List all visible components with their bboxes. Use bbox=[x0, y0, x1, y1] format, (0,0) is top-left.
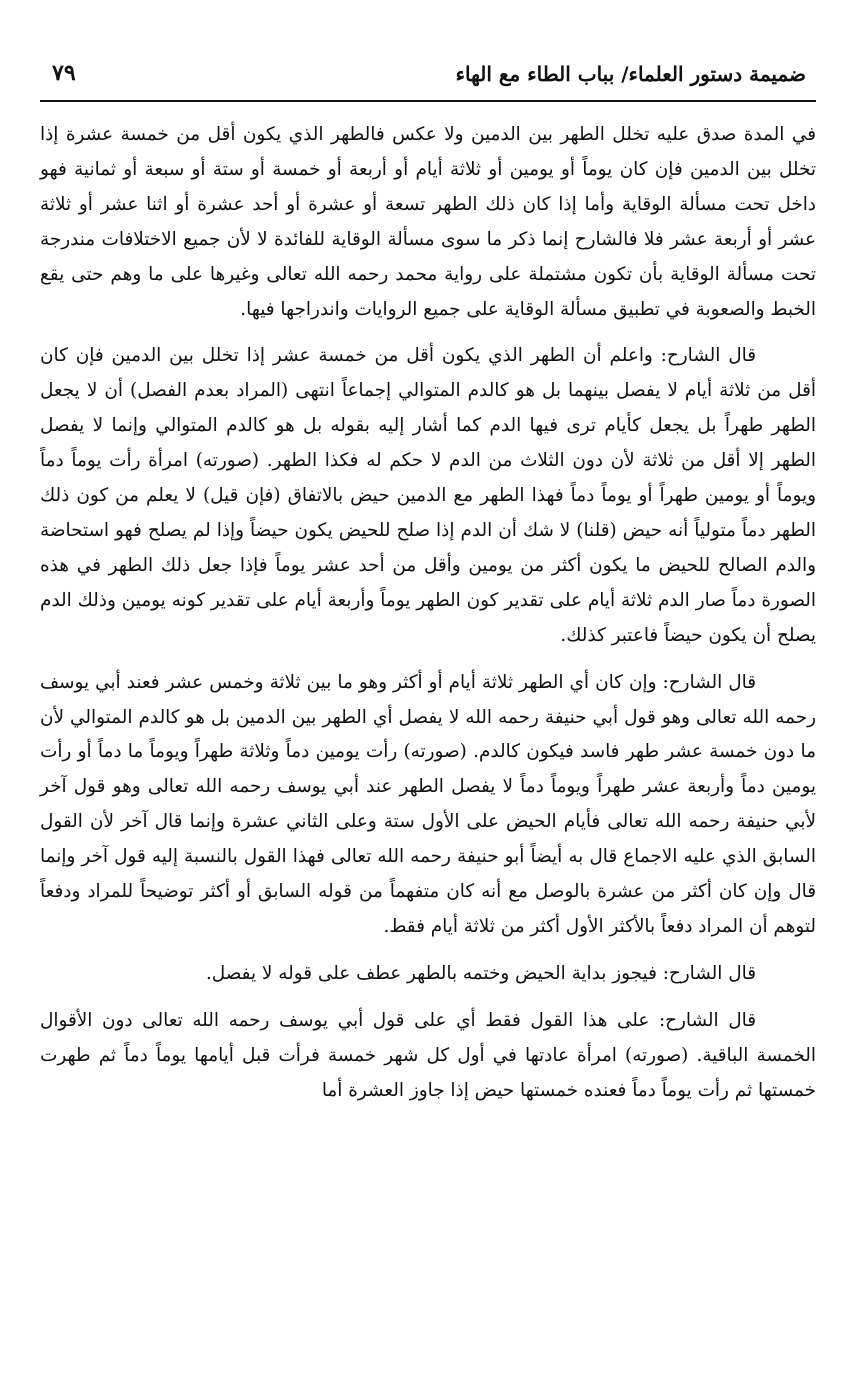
body-text bbox=[40, 118, 816, 1108]
paragraph: قال الشارح: واعلم أن الطهر الذي يكون أقل من خمسة عشر إذا تخلل بين الدمين فإن كان أقل من ثلاثة أيام لا يفصل بينهما بل هو كالدم المتوالي إجماعاً انتهى (المراد بعدم الفصل) أن لا يجعل الطهر طهراً بل يجعل كأيام ترى فيها الدم كما أشار إليه بقوله بل هو كالدم المتوالي وإنما لا يفصل الطهر إلا أقل من ثلاثة لأن دون الثلاث من الدم لا حكم له فكذا الطهر. (صورته) امرأة رأت يوماً دماً ويوماً أو يومين طهراً أو يوماً دماً فهذا الطهر مع الدمين حيض بالاتفاق (فإن قيل) لا يعلم من كون ذلك الطهر دماً متولياً أنه حيض (قلنا) لا شك أن الدم إذا صلح للحيض يكون حيضاً وإذا لم يصلح فهو استحاضة والدم الصالح للحيض ما يكون أكثر من يومين وأقل من أحد عشر يوماً فإذا جعل ذلك الطهر في هذه الصورة دماً صار الدم ثلاثة أيام على تقدير كون الطهر يوماً وأربعة أيام على تقدير كونه يومين وذلك الدم يصلح أن يكون حيضاً فاعتبر كذلك. bbox=[40, 345, 816, 646]
paragraph: في المدة صدق عليه تخلل الطهر بين الدمين ولا عكس فالطهر الذي يكون أقل من خمسة عشرة إذا تخلل بين الدمين فإن كان يوماً أو يومين أو ثلاثة أيام أو أربعة أو خمسة أو ستة أو سبعة أو ثمانية فهو داخل تحت مسألة الوقاية وأما إذا كان ذلك الطهر تسعة أو عشرة أو أحد عشرة أو اثنا عشر أو ثلاثة عشر أو أربعة عشر فلا فالشارح إنما ذكر ما سوى مسألة الوقاية للفائدة لا لأن جميع الاختلافات مندرجة تحت مسألة الوقاية بأن تكون مشتملة على رواية محمد رحمه الله تعالى وغيرها على ما وهم حتى يقع الخبط والصعوبة في تطبيق مسألة الوقاية على جميع الروايات واندراجها فيها. bbox=[40, 124, 816, 320]
running-title: ضميمة دستور العلماء/ بباب الطاء مع الهاء bbox=[455, 62, 806, 86]
running-header bbox=[40, 56, 816, 96]
paragraph: قال الشارح: على هذا القول فقط أي على قول أبي يوسف رحمه الله تعالى دون الأقوال الخمسة الباقية. (صورته) امرأة عادتها في أول كل شهر خمسة فرأت قبل أيامها يوماً دماً ثم طهرت خمستها ثم رأت يوماً دماً فعنده خمستها حيض إذا جاوز العشرة أما bbox=[40, 1009, 816, 1101]
paragraph: قال الشارح: فيجوز بداية الحيض وختمه بالطهر عطف على قوله لا يفصل. bbox=[205, 962, 756, 984]
page-number: ٧٩ bbox=[52, 60, 76, 86]
paragraph: قال الشارح: وإن كان أي الطهر ثلاثة أيام أو أكثر وهو ما بين ثلاثة وخمس عشر فعند أبي يوسف رحمه الله تعالى وهو قول أبي حنيفة رحمه الله لا يفصل أي الطهر بين الدمين بل هو كالدم المتوالي لأن ما دون خمسة عشر طهر فاسد فيكون كالدم. (صورته) رأت يومين دماً وثلاثة طهراً ويوماً ما دماً أو رأت يومين دماً وأربعة عشر طهراً ويوماً دماً لا يفصل الطهر عند أبي يوسف رحمه الله تعالى وهو قول آخر لأبي حنيفة رحمه الله تعالى فأيام الحيض على الأول ستة وعلى الثاني عشرة وإنما قال آخر لأن القول السابق الذي عليه الاجماع قال به أيضاً أبو حنيفة رحمه الله تعالى فهذا القول بالنسبة إليه قول آخر وإنما قال وإن كان أكثر من عشرة بالوصل مع أنه كان متفهماً من قوله السابق أو أكثر توضيحاً للمراد ودفعاً لتوهم أن المراد دفعاً بالأكثر الأول أكثر من ثلاثة أيام فقط. bbox=[40, 671, 816, 937]
header-rule bbox=[40, 100, 816, 102]
